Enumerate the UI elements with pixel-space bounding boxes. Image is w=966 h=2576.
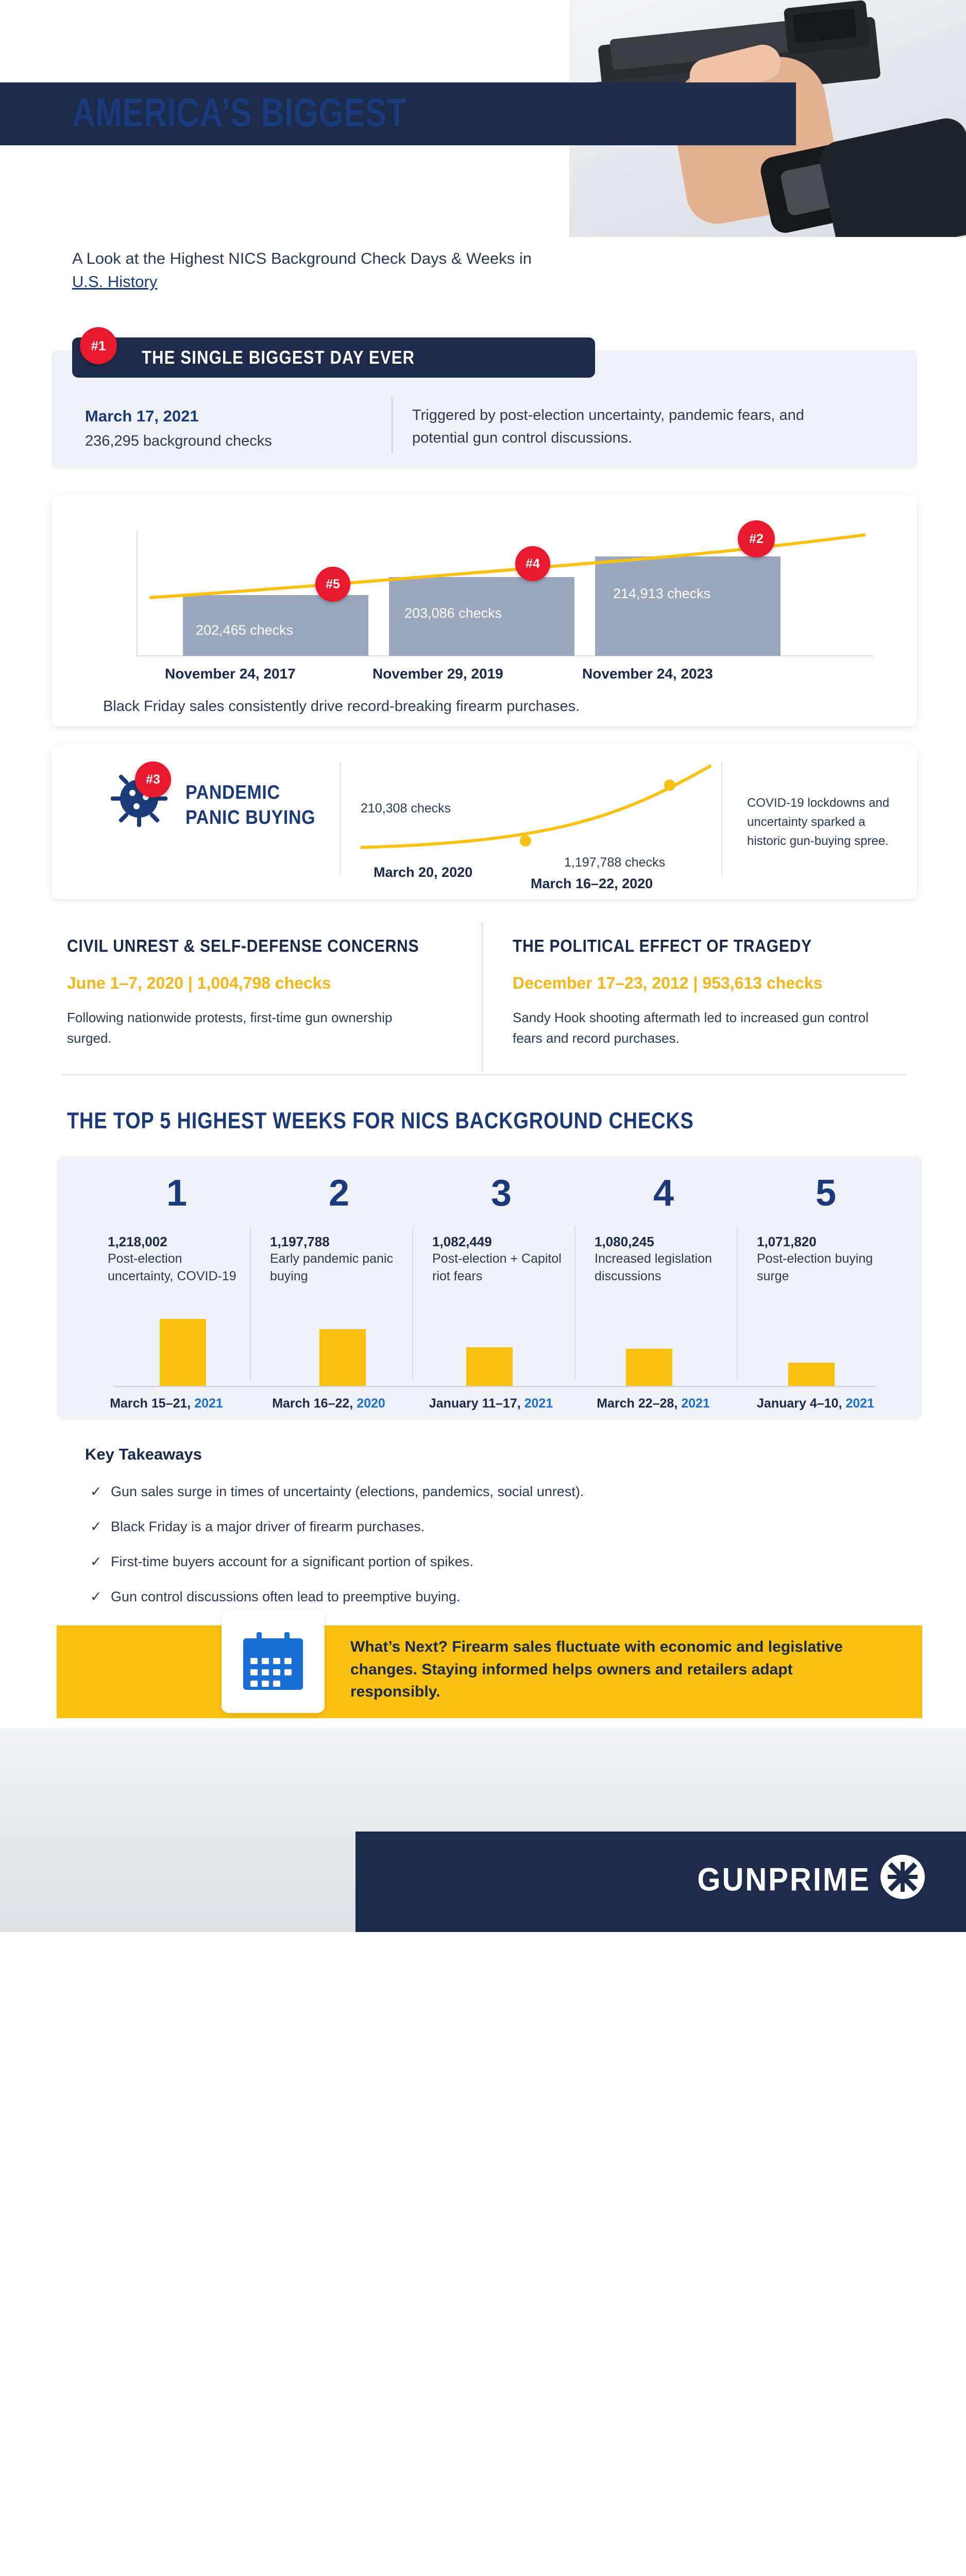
subtitle-link[interactable]: U.S. History [72,272,158,291]
top5-bar-3 [466,1347,513,1386]
civil-unrest-heading: CIVIL UNREST & SELF-DEFENSE CONCERNS [67,936,419,956]
political-tragedy-heading: THE POLITICAL EFFECT OF TRAGEDY [513,936,812,956]
civil-unrest-stat: June 1–7, 2020 | 1,004,798 checks [67,974,331,992]
biggest-day-checks: 236,295 background checks [85,433,272,449]
calendar-icon [243,1632,303,1690]
top5-number-1: 1,218,002 [108,1234,167,1249]
top5-bar-5 [788,1363,835,1386]
black-friday-note: Black Friday sales consistently drive record-breaking firearm purchases. [103,698,580,715]
top5-date-3 [404,1396,578,1411]
political-tragedy-body: Sandy Hook shooting aftermath led to increased gun control fears and record purchases. [513,1010,869,1046]
page-title-line1: AMERICA’S BIGGEST [72,91,407,135]
top5-date-text-4: March 22–28, [597,1396,682,1411]
page-title-line2: GUN-BUYING SURGES [72,156,427,201]
divider [62,1074,907,1075]
divider [392,397,393,453]
black-friday-date-3: November 24, 2023 [582,666,713,682]
divider [482,922,483,1072]
top5-number-4: 1,080,245 [595,1234,654,1249]
top5-bar-4 [626,1349,672,1386]
top5-date-year-2: 2020 [357,1396,385,1411]
biggest-day-pill [72,337,595,378]
black-friday-bar-label-2: 203,086 checks [404,605,502,621]
check-icon: ✓ [90,1589,102,1604]
top5-date-text-1: March 15–21, [110,1396,195,1411]
brand-logo-x-icon [880,1855,925,1899]
pandemic-title-line1: PANDEMIC [185,782,280,804]
biggest-day-pill-label: THE SINGLE BIGGEST DAY EVER [142,346,415,368]
top5-date-year-1: 2021 [194,1396,223,1411]
top5-number-3: 1,082,449 [432,1234,492,1249]
top5-date-2 [242,1396,415,1411]
black-friday-bar-label-1: 202,465 checks [196,622,294,638]
biggest-day-description: Triggered by post-election uncertainty, pandemic fears, and potential gun control discussions. [412,407,804,446]
pandemic-point1-date: March 20, 2020 [374,865,473,880]
civil-unrest-body: Following nationwide protests, first-time gun ownership surged. [67,1010,393,1046]
top5-date-5 [729,1396,902,1411]
top5-date-year-3: 2021 [524,1396,553,1411]
rank-badge-5: #5 [315,567,350,602]
check-icon: ✓ [90,1519,102,1534]
top5-rank-4: 4 [653,1173,674,1214]
page-subtitle [72,247,536,294]
top5-date-1 [80,1396,253,1411]
key-takeaway-3: First-time buyers account for a significant portion of spikes. [111,1554,473,1569]
top5-rank-3: 3 [490,1173,512,1214]
pandemic-description: COVID-19 lockdowns and uncertainty sparked a historic gun-buying spree. [747,796,890,849]
rank-badge-3: #3 [135,761,171,798]
top5-bar-2 [319,1329,366,1386]
rank-badge-1: #1 [80,327,117,364]
brand-wordmark: GUNPRIME [697,1861,871,1898]
key-takeaway-2: Black Friday is a major driver of firearm purchases. [111,1519,425,1534]
check-icon: ✓ [90,1484,102,1499]
top5-date-year-4: 2021 [681,1396,710,1411]
political-tragedy-stat: December 17–23, 2012 | 953,613 checks [513,974,823,992]
divider [721,762,722,876]
subtitle-text: A Look at the Highest NICS Background Check Days & Weeks in [72,249,532,267]
top5-desc-1: Post-election uncertainty, COVID-19 [108,1251,236,1283]
whats-next-text: What’s Next? Firearm sales fluctuate with economic and legislative changes. Staying informed helps owners and retailers adapt responsibly. [350,1638,843,1700]
top5-desc-3: Post-election + Capitol riot fears [432,1251,562,1283]
black-friday-date-1: November 24, 2017 [165,666,296,682]
black-friday-date-2: November 29, 2019 [372,666,503,682]
top5-date-text-3: January 11–17, [429,1396,524,1411]
red-dot-optic [784,0,871,55]
top5-desc-4: Increased legislation discussions [595,1251,712,1283]
top5-rank-1: 1 [166,1173,188,1214]
top5-date-4 [567,1396,740,1411]
key-takeaway-1: Gun sales surge in times of uncertainty (elections, pandemics, social unrest). [111,1484,584,1499]
top5-rank-2: 2 [328,1173,350,1214]
footer-bar [355,1832,966,1932]
pandemic-title [185,781,315,829]
top5-date-year-5: 2021 [845,1396,874,1411]
divider [340,762,341,876]
jacket-sleeve [816,114,966,237]
pandemic-point2-date: March 16–22, 2020 [531,876,653,891]
black-friday-bar-label-3: 214,913 checks [613,586,711,601]
pandemic-title-line2: PANIC BUYING [185,806,316,828]
top5-title: THE TOP 5 HIGHEST WEEKS FOR NICS BACKGROUND CHECKS [67,1108,694,1134]
top5-date-text-2: March 16–22, [272,1396,357,1411]
top5-desc-5: Post-election buying surge [757,1251,873,1283]
top5-bar-1 [160,1319,206,1386]
top5-number-2: 1,197,788 [270,1234,330,1249]
top5-rank-5: 5 [815,1173,837,1214]
top5-desc-2: Early pandemic panic buying [270,1251,394,1283]
top5-number-5: 1,071,820 [757,1234,817,1249]
pandemic-point1-label: 210,308 checks [361,801,451,816]
rank-badge-2: #2 [738,520,775,557]
key-takeaway-4: Gun control discussions often lead to preemptive buying. [111,1589,461,1604]
biggest-day-date: March 17, 2021 [85,407,199,425]
check-icon: ✓ [90,1554,102,1569]
pandemic-point2-label: 1,197,788 checks [564,855,665,870]
key-takeaways-title: Key Takeaways [85,1445,202,1463]
top5-date-text-5: January 4–10, [757,1396,846,1411]
rank-badge-4: #4 [515,546,550,581]
